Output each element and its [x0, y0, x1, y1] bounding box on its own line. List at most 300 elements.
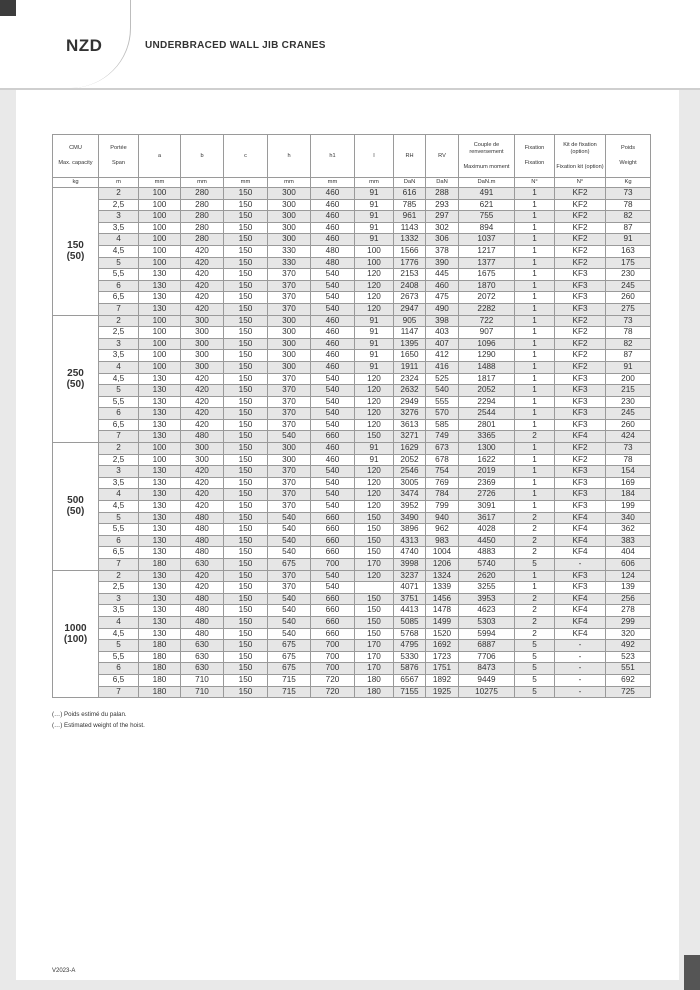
table-cell: 378	[426, 245, 459, 257]
table-cell: 340	[606, 512, 651, 524]
table-cell: 82	[606, 211, 651, 223]
table-cell: 630	[181, 663, 224, 675]
table-row	[53, 269, 651, 281]
table-cell: 130	[139, 582, 181, 594]
table-cell: 150	[224, 373, 268, 385]
table-cell: 330	[268, 245, 311, 257]
table-cell: 82	[606, 338, 651, 350]
table-cell: 150	[224, 593, 268, 605]
table-cell: 10275	[459, 686, 515, 698]
table-cell: 2,5	[99, 454, 139, 466]
table-cell: 1004	[426, 547, 459, 559]
table-cell: 5	[99, 385, 139, 397]
table-cell: 420	[181, 245, 224, 257]
table-cell: KF3	[555, 303, 606, 315]
table-cell: 907	[459, 327, 515, 339]
table-cell: 2949	[394, 396, 426, 408]
table-cell: 150	[224, 292, 268, 304]
column-header	[268, 135, 311, 178]
table-cell: 2	[99, 188, 139, 200]
table-cell: 403	[426, 327, 459, 339]
table-cell: 100	[139, 443, 181, 455]
table-cell: 1	[515, 222, 555, 234]
table-cell: KF3	[555, 582, 606, 594]
table-cell: 540	[311, 396, 355, 408]
table-cell: KF2	[555, 361, 606, 373]
table-cell: 480	[181, 547, 224, 559]
table-cell: 91	[355, 234, 394, 246]
table-cell: 673	[426, 443, 459, 455]
table-cell: 150	[224, 443, 268, 455]
column-header-fr: RH	[405, 152, 414, 159]
header-divider	[0, 88, 700, 90]
table-cell: 91	[355, 211, 394, 223]
table-cell: 150	[224, 524, 268, 536]
table-cell: 130	[139, 385, 181, 397]
table-cell: 5	[515, 663, 555, 675]
table-cell: 150	[224, 361, 268, 373]
table-cell: 7	[99, 303, 139, 315]
table-cell: 540	[268, 512, 311, 524]
table-cell: 150	[355, 524, 394, 536]
table-cell: 130	[139, 292, 181, 304]
table-cell: 300	[181, 350, 224, 362]
table-cell: KF2	[555, 443, 606, 455]
table-row	[53, 443, 651, 455]
table-cell: 150	[224, 188, 268, 200]
table-cell: 91	[355, 454, 394, 466]
table-cell: -	[555, 559, 606, 571]
table-cell: 150	[224, 303, 268, 315]
table-cell: 300	[268, 327, 311, 339]
table-cell: 1456	[426, 593, 459, 605]
table-cell: 3953	[459, 593, 515, 605]
table-cell: KF3	[555, 466, 606, 478]
table-cell: 100	[139, 338, 181, 350]
table-cell: 300	[181, 361, 224, 373]
table-cell: 2,5	[99, 327, 139, 339]
table-cell: 100	[139, 234, 181, 246]
table-cell: 383	[606, 535, 651, 547]
unit-header: mm	[355, 178, 394, 188]
table-cell: 6	[99, 408, 139, 420]
table-row	[53, 593, 651, 605]
table-cell: 180	[139, 559, 181, 571]
table-row	[53, 547, 651, 559]
table-cell: 180	[355, 674, 394, 686]
table-cell: 130	[139, 512, 181, 524]
table-cell: 2801	[459, 419, 515, 431]
column-header	[311, 135, 355, 178]
table-cell: 660	[311, 605, 355, 617]
table-cell: 398	[426, 315, 459, 327]
table-cell: 460	[311, 338, 355, 350]
table-cell: 962	[426, 524, 459, 536]
table-cell: 130	[139, 593, 181, 605]
table-row	[53, 512, 651, 524]
table-cell: 630	[181, 651, 224, 663]
unit-header: N°	[555, 178, 606, 188]
table-cell: 1	[515, 373, 555, 385]
table-cell: 150	[224, 431, 268, 443]
table-cell: 660	[311, 512, 355, 524]
table-cell: 540	[311, 501, 355, 513]
table-cell: 720	[311, 674, 355, 686]
table-cell: 120	[355, 303, 394, 315]
table-cell: 3490	[394, 512, 426, 524]
table-cell: 1147	[394, 327, 426, 339]
table-cell: 184	[606, 489, 651, 501]
table-cell: 300	[268, 315, 311, 327]
table-cell: 78	[606, 327, 651, 339]
table-cell: 300	[181, 454, 224, 466]
table-row	[53, 489, 651, 501]
table-cell: 420	[181, 280, 224, 292]
table-cell: 370	[268, 570, 311, 582]
table-cell: 175	[606, 257, 651, 269]
unit-header: Kg	[606, 178, 651, 188]
table-cell: 660	[311, 547, 355, 559]
table-cell: 170	[355, 559, 394, 571]
table-row	[53, 315, 651, 327]
table-cell: 256	[606, 593, 651, 605]
table-cell: 3751	[394, 593, 426, 605]
table-cell: 460	[311, 188, 355, 200]
table-cell: 130	[139, 280, 181, 292]
table-cell: 150	[224, 257, 268, 269]
table-cell: KF3	[555, 396, 606, 408]
table-cell: 150	[224, 582, 268, 594]
table-body	[53, 188, 651, 698]
table-cell: 120	[355, 489, 394, 501]
table-cell: 660	[311, 628, 355, 640]
table-cell: 460	[311, 199, 355, 211]
table-row	[53, 199, 651, 211]
table-cell: 660	[311, 431, 355, 443]
table-cell: 150	[224, 199, 268, 211]
capacity-cell	[53, 443, 99, 571]
table-cell: 4,5	[99, 628, 139, 640]
table-cell: 300	[268, 188, 311, 200]
table-cell: 420	[181, 570, 224, 582]
table-row	[53, 605, 651, 617]
table-cell: 540	[268, 535, 311, 547]
table-cell: 150	[224, 570, 268, 582]
table-cell: 8473	[459, 663, 515, 675]
table-cell: 754	[426, 466, 459, 478]
table-cell: 5330	[394, 651, 426, 663]
table-cell: 91	[355, 188, 394, 200]
table-cell: 480	[181, 605, 224, 617]
table-cell: 7	[99, 686, 139, 698]
table-cell: 120	[355, 373, 394, 385]
table-cell: 420	[181, 477, 224, 489]
table-cell: 293	[426, 199, 459, 211]
table-cell: 370	[268, 303, 311, 315]
hoist-weight: (50)	[66, 378, 85, 390]
table-cell: 260	[606, 292, 651, 304]
table-cell: 1	[515, 188, 555, 200]
table-cell: 300	[181, 327, 224, 339]
table-cell: 150	[224, 338, 268, 350]
table-cell: KF2	[555, 234, 606, 246]
table-cell: 1776	[394, 257, 426, 269]
table-cell: -	[555, 674, 606, 686]
table-row	[53, 674, 651, 686]
table-cell: 3237	[394, 570, 426, 582]
hoist-weight: (50)	[66, 506, 85, 518]
table-cell: 540	[311, 280, 355, 292]
table-cell: 150	[224, 512, 268, 524]
table-row	[53, 616, 651, 628]
table-cell: -	[555, 640, 606, 652]
table-row	[53, 211, 651, 223]
table-cell: 4883	[459, 547, 515, 559]
table-cell: 150	[224, 477, 268, 489]
table-cell: 2	[515, 512, 555, 524]
table-cell: 1817	[459, 373, 515, 385]
table-cell: 6,5	[99, 292, 139, 304]
table-cell: 2019	[459, 466, 515, 478]
table-row	[53, 373, 651, 385]
table-cell: 300	[268, 222, 311, 234]
column-header-fr: Kit de fixation (option)	[563, 141, 597, 155]
capacity-cell	[53, 570, 99, 698]
table-cell: 490	[426, 303, 459, 315]
table-cell: 585	[426, 419, 459, 431]
table-cell: 475	[426, 292, 459, 304]
table-cell: 420	[181, 269, 224, 281]
table-cell: 460	[426, 280, 459, 292]
footnotes	[52, 709, 145, 731]
table-cell: 540	[311, 489, 355, 501]
table-cell: 180	[355, 686, 394, 698]
table-cell: 420	[181, 582, 224, 594]
table-cell: 150	[224, 489, 268, 501]
table-cell: 692	[606, 674, 651, 686]
table-cell: 150	[224, 245, 268, 257]
table-cell: 2153	[394, 269, 426, 281]
table-cell: 540	[268, 593, 311, 605]
table-cell: 5	[515, 686, 555, 698]
table-cell: 73	[606, 315, 651, 327]
table-cell: 710	[181, 686, 224, 698]
table-cell: 3998	[394, 559, 426, 571]
table-cell: 260	[606, 419, 651, 431]
table-cell: 180	[139, 674, 181, 686]
column-header-en: Maximum moment	[463, 163, 510, 170]
table-cell: 150	[224, 605, 268, 617]
table-cell: KF2	[555, 315, 606, 327]
table-cell: 1206	[426, 559, 459, 571]
table-cell: 660	[311, 535, 355, 547]
table-cell: KF2	[555, 245, 606, 257]
table-row	[53, 222, 651, 234]
table-cell: 150	[224, 350, 268, 362]
table-row	[53, 651, 651, 663]
column-header-fr: l	[373, 152, 375, 159]
table-cell: 2	[515, 431, 555, 443]
table-cell: 420	[181, 292, 224, 304]
table-cell: KF2	[555, 338, 606, 350]
table-cell: 420	[181, 489, 224, 501]
table-cell: 616	[394, 188, 426, 200]
unit-header: DaN.m	[459, 178, 515, 188]
table-cell: 100	[355, 257, 394, 269]
table-cell: 2	[99, 443, 139, 455]
table-cell: 1911	[394, 361, 426, 373]
table-cell: 5768	[394, 628, 426, 640]
table-cell: 130	[139, 477, 181, 489]
table-cell: 300	[268, 454, 311, 466]
table-cell: 100	[139, 245, 181, 257]
table-cell: 540	[311, 269, 355, 281]
table-cell: 87	[606, 222, 651, 234]
table-cell: 3	[99, 338, 139, 350]
table-cell: KF3	[555, 570, 606, 582]
page-edge-marker	[684, 955, 700, 990]
table-cell: 412	[426, 350, 459, 362]
table-cell: 420	[181, 408, 224, 420]
table-cell: 5	[515, 640, 555, 652]
table-cell: 120	[355, 501, 394, 513]
table-cell: 163	[606, 245, 651, 257]
table-cell: 91	[355, 199, 394, 211]
table-cell: 3,5	[99, 350, 139, 362]
table-cell: 700	[311, 663, 355, 675]
table-cell: 755	[459, 211, 515, 223]
table-cell: 130	[139, 547, 181, 559]
table-cell: 300	[268, 361, 311, 373]
table-cell: 523	[606, 651, 651, 663]
table-row	[53, 431, 651, 443]
table-cell: 3	[99, 593, 139, 605]
table-cell: 700	[311, 651, 355, 663]
table-cell: 130	[139, 303, 181, 315]
table-cell: 130	[139, 489, 181, 501]
table-cell: 1	[515, 292, 555, 304]
table-cell: 300	[268, 199, 311, 211]
table-cell: 3365	[459, 431, 515, 443]
table-cell: 715	[268, 686, 311, 698]
table-cell: 621	[459, 199, 515, 211]
column-header-fr: h	[287, 152, 291, 159]
table-cell: 180	[139, 651, 181, 663]
column-header-en: Max. capacity	[58, 160, 93, 166]
table-cell: 300	[268, 350, 311, 362]
table-cell: 91	[606, 361, 651, 373]
table-cell: 180	[139, 686, 181, 698]
table-cell: 170	[355, 651, 394, 663]
table-cell: 130	[139, 535, 181, 547]
table-cell: 540	[268, 547, 311, 559]
table-cell: 3091	[459, 501, 515, 513]
table-cell: 370	[268, 280, 311, 292]
table-cell: 150	[224, 385, 268, 397]
table-cell: 302	[426, 222, 459, 234]
table-cell: 150	[224, 419, 268, 431]
table-header	[53, 135, 651, 188]
table-cell: 540	[311, 408, 355, 420]
table-cell: 7155	[394, 686, 426, 698]
table-row	[53, 419, 651, 431]
table-cell: KF4	[555, 547, 606, 559]
table-cell: KF2	[555, 454, 606, 466]
hoist-weight: (50)	[66, 251, 85, 263]
table-cell: 5,5	[99, 396, 139, 408]
table-cell: 150	[224, 408, 268, 420]
table-cell: 2673	[394, 292, 426, 304]
table-cell: 420	[181, 396, 224, 408]
table-cell: 280	[181, 199, 224, 211]
table-cell: KF3	[555, 477, 606, 489]
table-cell: 100	[139, 199, 181, 211]
table-cell: 491	[459, 188, 515, 200]
table-cell: 2294	[459, 396, 515, 408]
table-cell: KF3	[555, 373, 606, 385]
specifications-table	[52, 134, 651, 698]
table-cell: 2	[515, 616, 555, 628]
table-cell: KF3	[555, 501, 606, 513]
table-cell: 675	[268, 559, 311, 571]
table-cell: 6	[99, 280, 139, 292]
column-header	[99, 135, 139, 178]
table-cell: 540	[268, 431, 311, 443]
table-cell: 480	[181, 628, 224, 640]
table-cell: 480	[311, 257, 355, 269]
table-cell: 460	[311, 454, 355, 466]
table-cell: 130	[139, 501, 181, 513]
capacity-value: 500	[67, 495, 84, 507]
table-cell: 5	[99, 640, 139, 652]
table-cell: 1478	[426, 605, 459, 617]
table-cell: 200	[606, 373, 651, 385]
table-cell: 4,5	[99, 373, 139, 385]
table-cell: 540	[311, 466, 355, 478]
table-cell: 606	[606, 559, 651, 571]
table-cell: 1925	[426, 686, 459, 698]
table-cell: 150	[224, 501, 268, 513]
table-cell: 150	[224, 628, 268, 640]
table-cell: 3005	[394, 477, 426, 489]
table-cell: 3613	[394, 419, 426, 431]
table-row	[53, 501, 651, 513]
table-cell: 540	[268, 628, 311, 640]
table-cell: 1723	[426, 651, 459, 663]
table-cell: 2	[515, 535, 555, 547]
table-cell: 480	[181, 593, 224, 605]
table-cell: 5085	[394, 616, 426, 628]
table-cell: 420	[181, 257, 224, 269]
table-cell: 570	[426, 408, 459, 420]
table-cell: 180	[139, 663, 181, 675]
table-cell: 5,5	[99, 269, 139, 281]
table-cell: 5	[99, 512, 139, 524]
table-cell: 150	[224, 454, 268, 466]
column-header-fr: CMU	[69, 145, 82, 151]
table-row	[53, 303, 651, 315]
table-cell: 3,5	[99, 477, 139, 489]
table-cell: 230	[606, 396, 651, 408]
table-cell: KF4	[555, 535, 606, 547]
table-cell: 983	[426, 535, 459, 547]
table-cell: 150	[355, 431, 394, 443]
table-cell: KF2	[555, 327, 606, 339]
table-cell: 6	[99, 663, 139, 675]
table-cell: 1692	[426, 640, 459, 652]
table-cell: 169	[606, 477, 651, 489]
table-cell: KF4	[555, 593, 606, 605]
